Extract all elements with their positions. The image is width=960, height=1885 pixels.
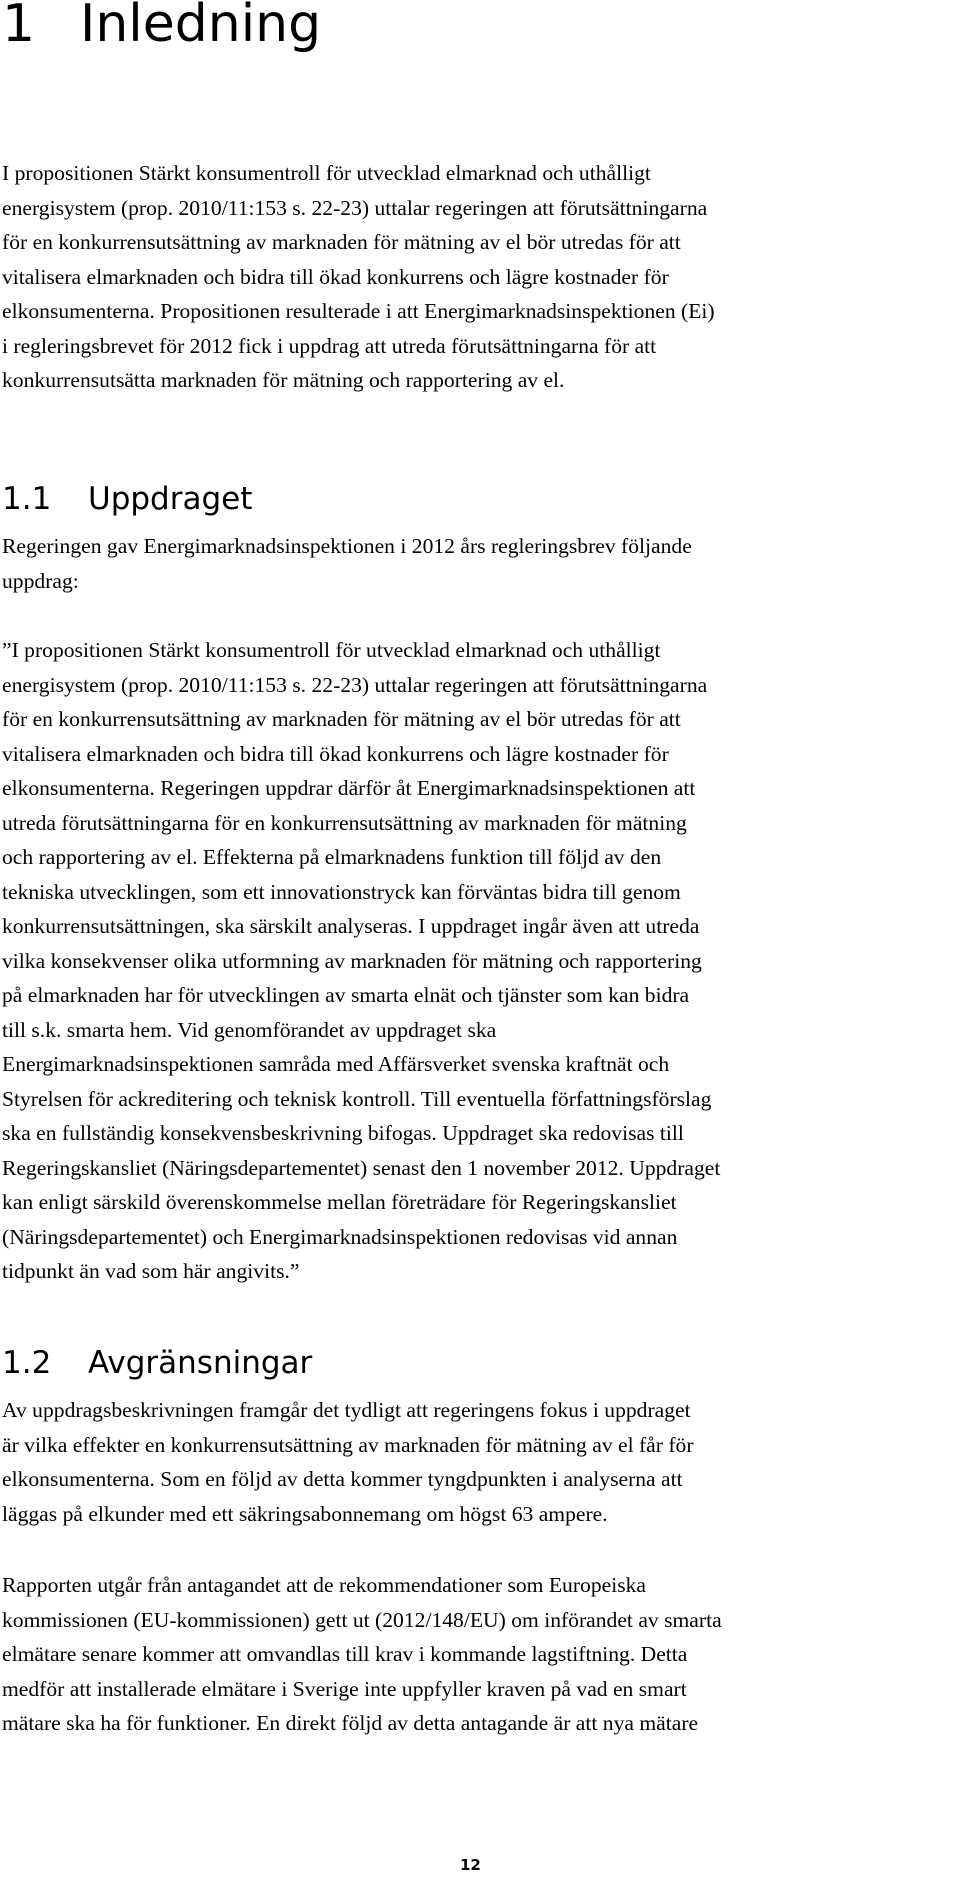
- text-line: energisystem (prop. 2010/11:153 s. 22-23) uttalar regeringen att förutsättningarna: [2, 195, 708, 220]
- text-line: Rapporten utgår från antagandet att de rekommendationer som Europeiska: [2, 1573, 646, 1597]
- section-title: Avgränsningar: [88, 1345, 313, 1381]
- text-line: och rapportering av el. Effekterna på elmarknadens funktion till följd av den: [2, 845, 662, 869]
- text-line: för en konkurrensutsättning av marknaden för mätning av el bör utredas för att: [2, 707, 681, 731]
- section-number: 1.1: [2, 481, 52, 517]
- text-line: medför att installerade elmätare i Sverige inte uppfyller kraven på vad en smart: [2, 1676, 687, 1701]
- chapter-number: 1: [2, 0, 36, 54]
- text-line: utreda förutsättningarna för en konkurrensutsättning av marknaden för mätning: [2, 810, 687, 835]
- text-line: vitalisera elmarknaden och bidra till ökad konkurrens och lägre kostnader för: [2, 741, 669, 766]
- section-title: Uppdraget: [88, 481, 253, 517]
- text-line: för en konkurrensutsättning av marknaden för mätning av el bör utredas för att: [2, 230, 681, 254]
- uppdraget-lead-paragraph: [2, 529, 952, 598]
- section-number: 1.2: [2, 1345, 52, 1381]
- text-line: Av uppdragsbeskrivningen framgår det tydligt att regeringens fokus i uppdraget: [2, 1398, 691, 1422]
- text-line: ”I propositionen Stärkt konsumentroll för utvecklad elmarknad och uthålligt: [2, 638, 661, 662]
- text-line: elmätare senare kommer att omvandlas till krav i kommande lagstiftning. Detta: [2, 1642, 688, 1666]
- intro-paragraph: [2, 156, 952, 398]
- text-line: Energimarknadsinspektionen samråda med Affärsverket svenska kraftnät och: [2, 1052, 670, 1076]
- text-line: konkurrensutsättningen, ska särskilt analyseras. I uppdraget ingår även att utreda: [2, 914, 700, 938]
- text-line: tidpunkt än vad som här angivits.”: [2, 1259, 300, 1283]
- chapter-title: Inledning: [80, 0, 322, 54]
- text-line: Styrelsen för ackreditering och teknisk kontroll. Till eventuella författningsförslag: [2, 1086, 712, 1111]
- text-line: mätare ska ha för funktioner. En direkt följd av detta antagande är att nya mätare: [2, 1711, 699, 1735]
- chapter-heading: [2, 0, 321, 54]
- section-heading-uppdraget: [2, 481, 252, 517]
- avgransningar-paragraph-2: [2, 1568, 952, 1741]
- text-line: konkurrensutsätta marknaden för mätning och rapportering av el.: [2, 368, 565, 392]
- text-line: Regeringen gav Energimarknadsinspektionen i 2012 års regleringsbrev följande: [2, 534, 692, 558]
- text-line: elkonsumenterna. Propositionen resulterade i att Energimarknadsinspektionen (Ei): [2, 299, 715, 323]
- text-line: vilka konsekvenser olika utformning av marknaden för mätning och rapportering: [2, 948, 702, 973]
- text-line: Regeringskansliet (Näringsdepartementet) senast den 1 november 2012. Uppdraget: [2, 1155, 721, 1180]
- text-line: elkonsumenterna. Regeringen uppdrar därför åt Energimarknadsinspektionen att: [2, 776, 696, 800]
- text-line: till s.k. smarta hem. Vid genomförandet av uppdraget ska: [2, 1017, 497, 1042]
- page-number: 12: [460, 1856, 481, 1874]
- text-line: läggas på elkunder med ett säkringsabonnemang om högst 63 ampere.: [2, 1501, 608, 1526]
- avgransningar-paragraph-1: [2, 1393, 952, 1531]
- text-line: kommissionen (EU-kommissionen) gett ut (2012/148/EU) om införandet av smarta: [2, 1607, 722, 1632]
- text-line: på elmarknaden har för utvecklingen av smarta elnät och tjänster som kan bidra: [2, 983, 690, 1007]
- text-line: är vilka effekter en konkurrensutsättning av marknaden för mätning av el får för: [2, 1432, 694, 1457]
- text-line: uppdrag:: [2, 568, 79, 593]
- uppdraget-quote-paragraph: [2, 633, 952, 1289]
- text-line: energisystem (prop. 2010/11:153 s. 22-23) uttalar regeringen att förutsättningarna: [2, 672, 708, 697]
- text-line: tekniska utvecklingen, som ett innovationstryck kan förväntas bidra till genom: [2, 879, 681, 904]
- text-line: i regleringsbrevet för 2012 fick i uppdrag att utreda förutsättningarna för att: [2, 333, 657, 358]
- text-line: I propositionen Stärkt konsumentroll för utvecklad elmarknad och uthålligt: [2, 161, 651, 185]
- text-line: (Näringsdepartementet) och Energimarknadsinspektionen redovisas vid annan: [2, 1224, 678, 1249]
- text-line: vitalisera elmarknaden och bidra till ökad konkurrens och lägre kostnader för: [2, 264, 669, 289]
- text-line: ska en fullständig konsekvensbeskrivning bifogas. Uppdraget ska redovisas till: [2, 1121, 684, 1145]
- text-line: elkonsumenterna. Som en följd av detta kommer tyngdpunkten i analyserna att: [2, 1467, 683, 1491]
- text-line: kan enligt särskild överenskommelse mellan företrädare för Regeringskansliet: [2, 1190, 677, 1214]
- section-heading-avgransningar: [2, 1345, 312, 1381]
